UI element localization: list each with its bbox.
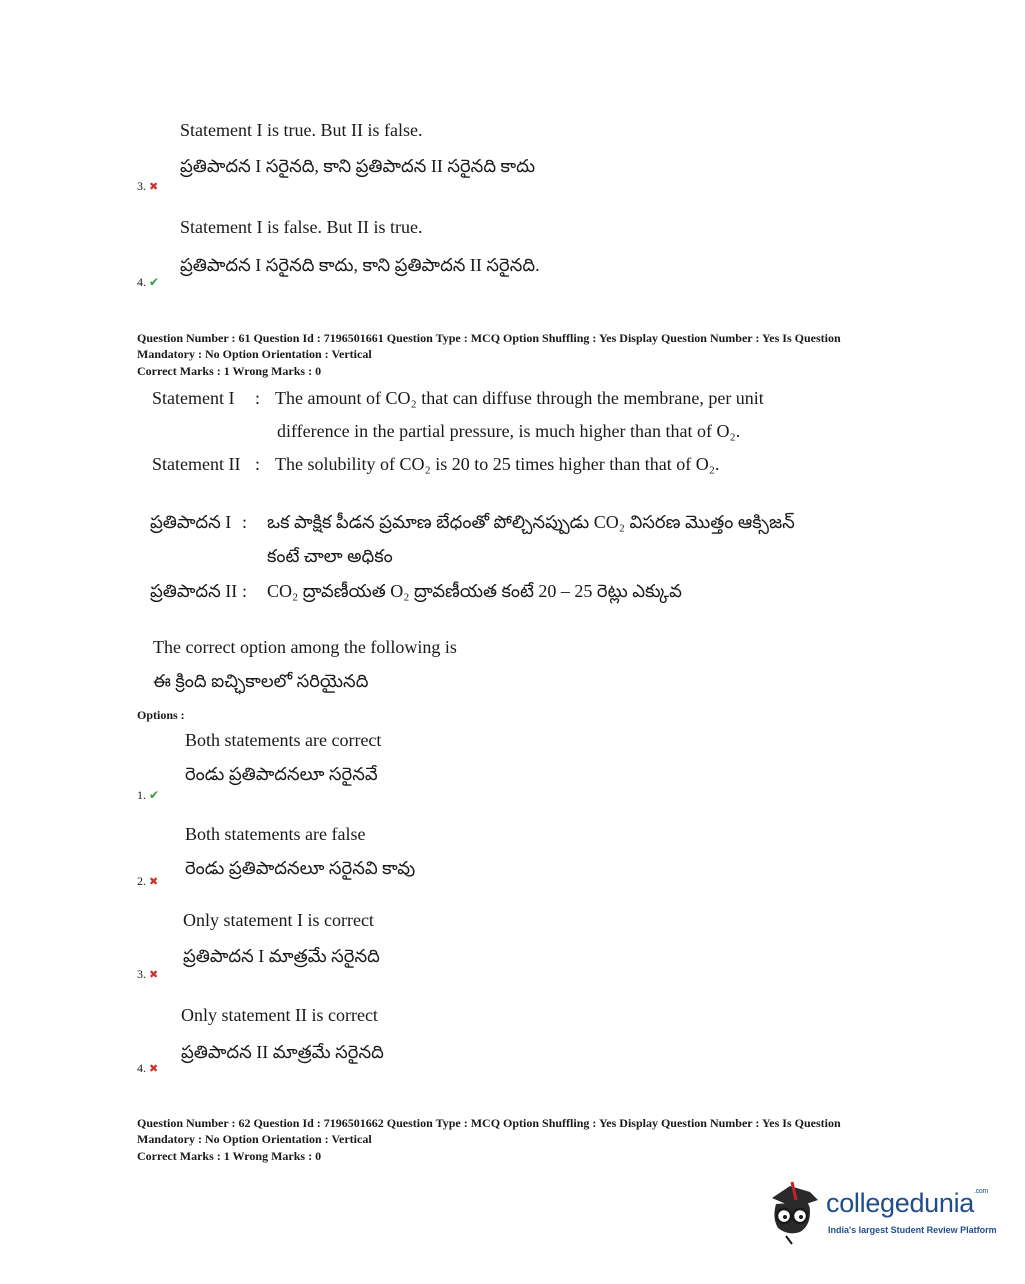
prev-option-4-number[interactable]: 4. ✔ bbox=[137, 275, 160, 289]
q61-te-statement-1-text-cont: కంటే చాలా అధికం bbox=[267, 546, 393, 566]
q61-en-statement-1-text-cont: difference in the partial pressure, is much higher than that of O₂. bbox=[277, 421, 741, 441]
q61-option-2-number[interactable]: 2. ✖ bbox=[137, 874, 159, 888]
q61-colon: : bbox=[255, 388, 261, 408]
q61-option-1-number[interactable]: 1. ✔ bbox=[137, 788, 160, 802]
q61-en-statement-1-label: Statement I bbox=[152, 388, 235, 408]
logo-wordmark: collegedunia$^{.com}$ bbox=[826, 1188, 989, 1218]
incorrect-icon: ✖ bbox=[149, 876, 159, 888]
prev-option-4-te: ప్రతిపాదన I సరైనది కాదు, కాని ప్రతిపాదన II సరైనది. bbox=[180, 255, 540, 275]
q61-meta: Question Number : 61 Question Id : 7196501661 Question Type : MCQ Option Shuffling : Yes Display Question Number : Yes Is Question Mandatory : No Option Orientation : Vertical Correct Marks : 1 Wrong Marks : 0 bbox=[137, 331, 841, 378]
prev-option-4-en: Statement I is false. But II is true. bbox=[180, 217, 423, 237]
q61-prompt-en: The correct option among the following is bbox=[153, 637, 457, 657]
q61-en-statement-1-text: The amount of CO₂ that can diffuse through the membrane, per unit bbox=[275, 388, 764, 408]
options-label: Options : bbox=[137, 708, 185, 722]
q61-option-1-en: Both statements are correct bbox=[185, 730, 382, 750]
q61-te-statement-1-label: ప్రతిపాదన I bbox=[150, 512, 232, 532]
q61-colon: : bbox=[242, 512, 248, 532]
q61-en-statement-2-text: The solubility of CO₂ is 20 to 25 times higher than that of O₂. bbox=[275, 454, 720, 474]
check-icon: ✔ bbox=[149, 788, 160, 802]
q61-option-3-number[interactable]: 3. ✖ bbox=[137, 967, 159, 981]
q61-option-4-te: ప్రతిపాదన II మాత్రమే సరైనది bbox=[181, 1042, 384, 1062]
q61-option-3-te: ప్రతిపాదన I మాత్రమే సరైనది bbox=[183, 946, 380, 966]
q61-en-statement-2-label: Statement II bbox=[152, 454, 241, 474]
q61-option-4-number[interactable]: 4. ✖ bbox=[137, 1061, 159, 1075]
incorrect-icon: ✖ bbox=[149, 181, 159, 193]
q61-option-2-en: Both statements are false bbox=[185, 824, 366, 844]
check-icon: ✔ bbox=[149, 275, 160, 289]
logo-tagline: India's largest Student Review Platform bbox=[828, 1225, 997, 1235]
mascot-icon bbox=[766, 1178, 824, 1246]
q61-option-1-te: రెండు ప్రతిపాదనలూ సరైనవే bbox=[185, 764, 378, 784]
incorrect-icon: ✖ bbox=[149, 969, 159, 981]
q61-colon: : bbox=[242, 581, 248, 601]
q61-te-statement-2-text: CO₂ ద్రావణీయత O₂ ద్రావణీయత కంటే 20 – 25 రెట్లు ఎక్కువ bbox=[267, 581, 682, 601]
q61-option-4-en: Only statement II is correct bbox=[181, 1005, 378, 1025]
q62-meta: Question Number : 62 Question Id : 7196501662 Question Type : MCQ Option Shuffling : Yes Display Question Number : Yes Is Question Mandatory : No Option Orientation : Vertical Correct Marks : 1 Wrong Marks : 0 bbox=[137, 1116, 841, 1163]
q61-prompt-te: ఈ క్రింది ఐచ్ఛికాలలో సరియైనది bbox=[153, 671, 369, 691]
prev-option-3-te: ప్రతిపాదన I సరైనది, కాని ప్రతిపాదన II సరైనది కాదు bbox=[180, 156, 536, 176]
prev-option-3-en: Statement I is true. But II is false. bbox=[180, 120, 423, 140]
q61-option-2-te: రెండు ప్రతిపాదనలూ సరైనవి కావు bbox=[185, 858, 416, 878]
prev-option-3-number[interactable]: 3. ✖ bbox=[137, 179, 159, 193]
q61-te-statement-2-label: ప్రతిపాదన II bbox=[150, 581, 238, 601]
q61-te-statement-1-text: ఒక పాక్షిక పీడన ప్రమాణ బేధంతో పోల్చినప్పుడు CO₂ విసరణ మొత్తం ఆక్సిజన్ bbox=[267, 512, 795, 532]
incorrect-icon: ✖ bbox=[149, 1063, 159, 1075]
q61-colon: : bbox=[255, 454, 261, 474]
collegedunia-logo[interactable] bbox=[766, 1178, 996, 1248]
q61-option-3-en: Only statement I is correct bbox=[183, 910, 374, 930]
